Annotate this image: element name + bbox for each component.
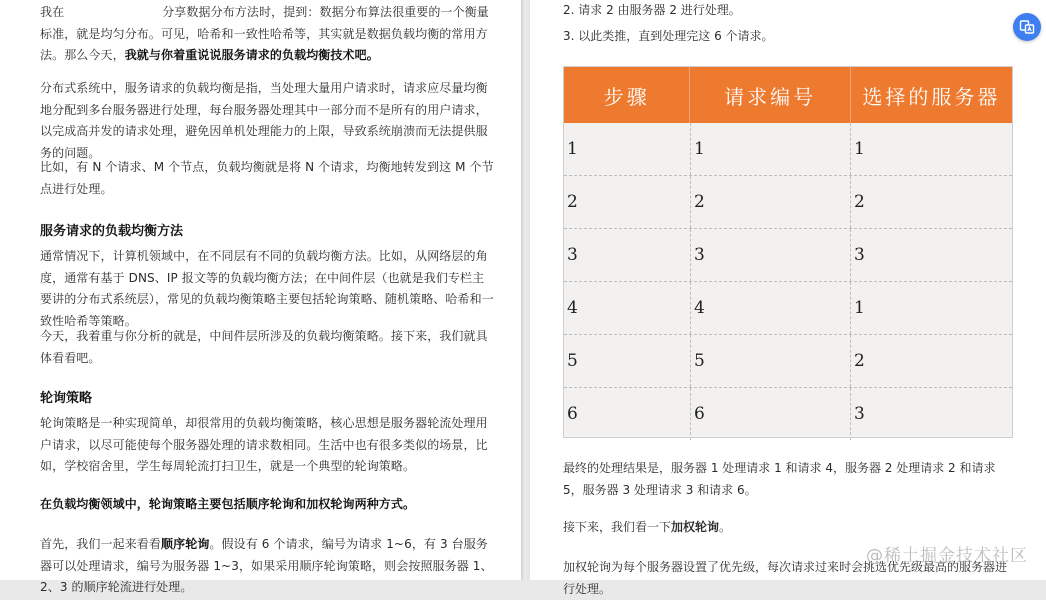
sequential-bold: 顺序轮询: [161, 537, 210, 551]
cell-step: 6: [567, 404, 578, 424]
header-server: 选择的服务器: [850, 67, 1012, 123]
intro-text-start: 我在: [40, 5, 65, 19]
table-row: [564, 229, 1012, 282]
cell-request: 4: [690, 282, 850, 334]
paragraph-definition: 分布式系统中，服务请求的负载均衡是指，当处理大量用户请求时，请求应尽量均衡地分配到多台服务器进行处理，每台服务器处理其中一部分而不是所有的用户请求，以完成高并发的请求处理，避免因单机处理能力的上限，导致系统崩溃而无法提供服务的问题。: [40, 81, 488, 160]
intro-text: 分享数据分布方法时，提到：数据分布算法很重要的一个衡量标准，就是均匀分布。可见，哈希和一致性哈希等，其实就是数据负载均衡的常用方法。那么今天，: [40, 5, 489, 62]
cell-request: 5: [690, 335, 850, 387]
paragraph-intro: [40, 2, 495, 67]
sequential-text: 。假设有 6 个请求，编号为请求 1~6，有 3 台服务器可以处理请求，编号为服务器 1~3，如果采用顺序轮询策略，则会按照服务器 1、2、3 的顺序轮流进行处理。: [40, 537, 493, 594]
paragraph-sequential: [40, 534, 495, 599]
cell-step: 1: [567, 139, 578, 159]
list-item-3: 3. 以此类推，直到处理完这 6 个请求。: [563, 29, 774, 43]
table-row: [564, 335, 1012, 388]
header-request-id: 请求编号: [689, 67, 849, 123]
page-gutter: [521, 0, 530, 580]
paragraph-round-robin: 轮询策略是一种实现简单，却很常用的负载均衡策略，核心思想是服务器轮流处理用户请求，以尽可能使每个服务器处理的请求数相同。生活中也有很多类似的场景，比如，学校宿舍里，学生每周轮流打扫卫生，就是一个典型的轮询策略。: [40, 416, 488, 473]
table-body: [564, 123, 1012, 440]
header-step: 步骤: [603, 84, 650, 109]
paragraph-round-robin-types: 在负载均衡领域中，轮询策略主要包括顺序轮询和加权轮询两种方式。: [40, 497, 416, 511]
intro-bold: 我就与你着重说说服务请求的负载均衡技术吧。: [124, 48, 379, 62]
weighted-bold: 加权轮询: [671, 520, 720, 534]
cell-step: 4: [567, 298, 578, 318]
cell-server: 1: [850, 282, 1012, 334]
cell-step: 5: [567, 351, 578, 371]
round-robin-table: [563, 66, 1013, 438]
cell-request: 2: [690, 176, 850, 228]
cell-request: 3: [690, 229, 850, 281]
cell-step: 3: [567, 245, 578, 265]
list-item-2: 2. 请求 2 由服务器 2 进行处理。: [563, 3, 741, 17]
translate-button[interactable]: [1013, 13, 1041, 41]
translate-icon: [1019, 19, 1035, 35]
table-row: [564, 123, 1012, 176]
cell-server: 1: [850, 123, 1012, 175]
table-row: [564, 282, 1012, 335]
right-page: [530, 0, 1046, 596]
section-heading-round-robin: 轮询策略: [40, 391, 93, 406]
weighted-text-start: 接下来，我们看一下: [563, 520, 672, 534]
paragraph-focus: 今天，我着重与你分析的就是，中间件层所涉及的负载均衡策略。接下来，我们就具体看看吧。: [40, 329, 488, 365]
paragraph-weighted-intro: [563, 517, 1018, 539]
weighted-text-end: 。: [719, 520, 732, 534]
paragraph-result: 最终的处理结果是，服务器 1 处理请求 1 和请求 4，服务器 2 处理请求 2 和请求 5，服务器 3 处理请求 3 和请求 6。: [563, 461, 996, 497]
paragraph-methods: 通常情况下，计算机领域中，在不同层有不同的负载均衡方法。比如，从网络层的角度，通常有基于 DNS、IP 报文等的负载均衡方法；在中间件层（也就是我们专栏主要讲的分布式系统层），常见的负载均衡策略主要包括轮询策略、随机策略、哈希和一致性哈希等策略。: [40, 249, 494, 328]
watermark: @稀土掘金技术社区: [866, 546, 1028, 566]
table-row: [564, 176, 1012, 229]
cell-server: 3: [850, 388, 1012, 440]
paragraph-weighted: 加权轮询为每个服务器设置了优先级，每次请求过来时会挑选优先级最高的服务器进行处理。: [563, 560, 1008, 596]
cell-server: 2: [850, 335, 1012, 387]
cell-step: 2: [567, 192, 578, 212]
table-row: [564, 388, 1012, 440]
cell-request: 1: [690, 123, 850, 175]
cell-request: 6: [690, 388, 850, 440]
paragraph-example: 比如，有 N 个请求、M 个节点，负载均衡就是将 N 个请求，均衡地转发到这 M 个节点进行处理。: [40, 160, 494, 196]
cell-server: 2: [850, 176, 1012, 228]
left-page: [0, 0, 521, 594]
section-heading-methods: 服务请求的负载均衡方法: [40, 224, 184, 239]
table-header: [564, 67, 1012, 123]
cell-server: 3: [850, 229, 1012, 281]
sequential-text-start: 首先，我们一起来看看: [40, 537, 162, 551]
